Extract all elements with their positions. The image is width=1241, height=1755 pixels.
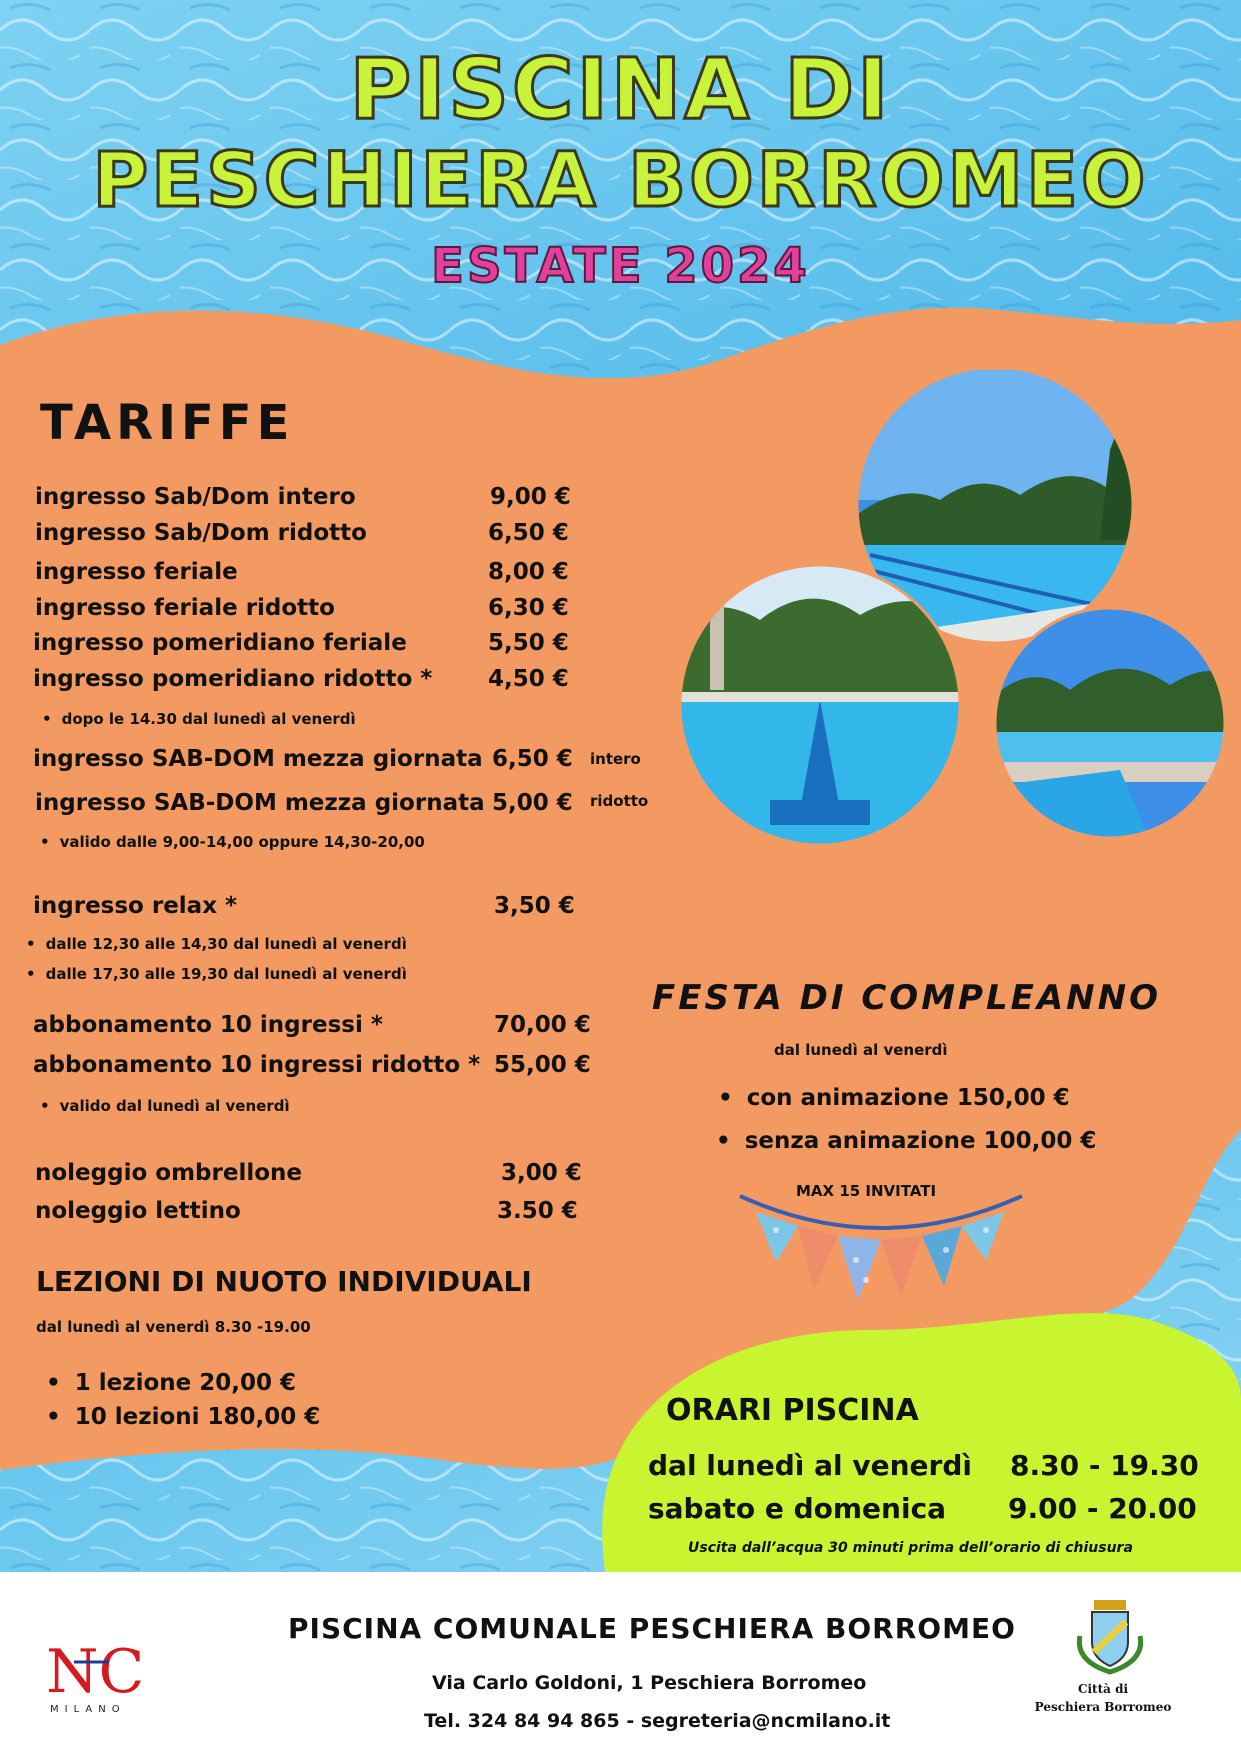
noleggio-price: 3.50 €	[497, 1198, 578, 1224]
festa-heading: FESTA DI COMPLEANNO	[652, 978, 1161, 1018]
relax-price: 3,50 €	[494, 893, 575, 919]
festa-max: MAX 15 INVITATI	[796, 1182, 937, 1200]
tariffa-label: ingresso pomeridiano feriale	[33, 630, 407, 656]
mezza-giornata-price: 6,50 €	[492, 746, 573, 772]
relax-note: • dalle 12,30 alle 14,30 dal lunedì al venerdì	[26, 935, 407, 953]
ridotto-label: ridotto	[590, 792, 649, 810]
relax-note: • dalle 17,30 alle 19,30 dal lunedì al venerdì	[26, 965, 407, 983]
bunting-flags-icon	[736, 1190, 1026, 1305]
citta-line-2: Peschiera Borromeo	[1034, 1700, 1172, 1714]
abbonamento-label: abbonamento 10 ingressi *	[33, 1012, 383, 1038]
tariffa-price: 6,30 €	[488, 595, 569, 621]
tariffa-price: 6,50 €	[488, 520, 569, 546]
abbonamento-price: 70,00 €	[494, 1012, 591, 1038]
tariffa-label: ingresso pomeridiano ridotto *	[33, 666, 433, 692]
tariffa-label: ingresso feriale	[35, 559, 238, 585]
citta-line-1: Città di	[1077, 1682, 1129, 1696]
orari-days: dal lunedì al venerdì	[648, 1449, 972, 1482]
nc-logo-letters: NC	[46, 1637, 145, 1707]
festa-item: • senza animazione 100,00 €	[716, 1128, 1096, 1154]
relax-label: ingresso relax *	[33, 893, 238, 919]
tariffa-label: ingresso Sab/Dom intero	[35, 484, 356, 510]
abbonamento-label: abbonamento 10 ingressi ridotto *	[33, 1052, 481, 1078]
mezza-giornata-label: ingresso SAB-DOM mezza giornata	[35, 790, 485, 816]
mezza-giornata-label: ingresso SAB-DOM mezza giornata	[33, 746, 483, 772]
nc-milano-logo	[44, 1632, 154, 1722]
lezioni-heading: LEZIONI DI NUOTO INDIVIDUALI	[36, 1265, 532, 1298]
orari-note: Uscita dall’acqua 30 minuti prima dell’orario di chiusura	[688, 1540, 1133, 1556]
orari-hours: 9.00 - 20.00	[1008, 1492, 1197, 1525]
tariffa-price: 8,00 €	[488, 559, 569, 585]
tariffa-price: 9,00 €	[490, 484, 571, 510]
footer	[0, 1572, 1241, 1755]
footer-title: PISCINA COMUNALE PESCHIERA BORROMEO	[288, 1612, 1016, 1645]
orari-days: sabato e domenica	[648, 1492, 947, 1525]
pool-photos	[670, 370, 1230, 930]
mezza-giornata-price: 5,00 €	[492, 790, 573, 816]
tariffa-price: 4,50 €	[488, 666, 569, 692]
abbonamento-note: • valido dal lunedì al venerdì	[40, 1097, 290, 1115]
orari-heading: ORARI PISCINA	[666, 1393, 919, 1428]
lezioni-schedule: dal lunedì al venerdì 8.30 -19.00	[36, 1318, 311, 1336]
city-crest-icon	[1070, 1596, 1150, 1676]
season-title: ESTATE 2024	[431, 238, 810, 294]
intero-label: intero	[590, 750, 641, 768]
noleggio-label: noleggio lettino	[35, 1198, 241, 1224]
footer-contact: Tel. 324 84 94 865 - segreteria@ncmilano.it	[424, 1710, 891, 1732]
tariffa-label: ingresso Sab/Dom ridotto	[35, 520, 367, 546]
nc-logo-city: MILANO	[50, 1704, 126, 1715]
noleggio-label: noleggio ombrellone	[35, 1160, 302, 1186]
noleggio-price: 3,00 €	[501, 1160, 582, 1186]
mezza-giornata-note: • valido dalle 9,00-14,00 oppure 14,30-20,00	[40, 833, 425, 851]
lezioni-item: • 1 lezione 20,00 €	[46, 1370, 296, 1396]
title-line-1: PISCINA DI	[349, 40, 892, 138]
tariffa-price: 5,50 €	[488, 630, 569, 656]
festa-days: dal lunedì al venerdì	[774, 1041, 948, 1059]
pomeridiano-note: • dopo le 14.30 dal lunedì al venerdì	[42, 710, 356, 728]
footer-address: Via Carlo Goldoni, 1 Peschiera Borromeo	[432, 1672, 867, 1694]
festa-item: • con animazione 150,00 €	[718, 1085, 1070, 1111]
orari-hours: 8.30 - 19.30	[1010, 1449, 1199, 1482]
abbonamento-price: 55,00 €	[494, 1052, 591, 1078]
lezioni-item: • 10 lezioni 180,00 €	[46, 1404, 320, 1430]
tariffe-heading: TARIFFE	[40, 395, 295, 451]
tariffa-label: ingresso feriale ridotto	[35, 595, 335, 621]
title-line-2: PESCHIERA BORROMEO	[92, 135, 1149, 224]
